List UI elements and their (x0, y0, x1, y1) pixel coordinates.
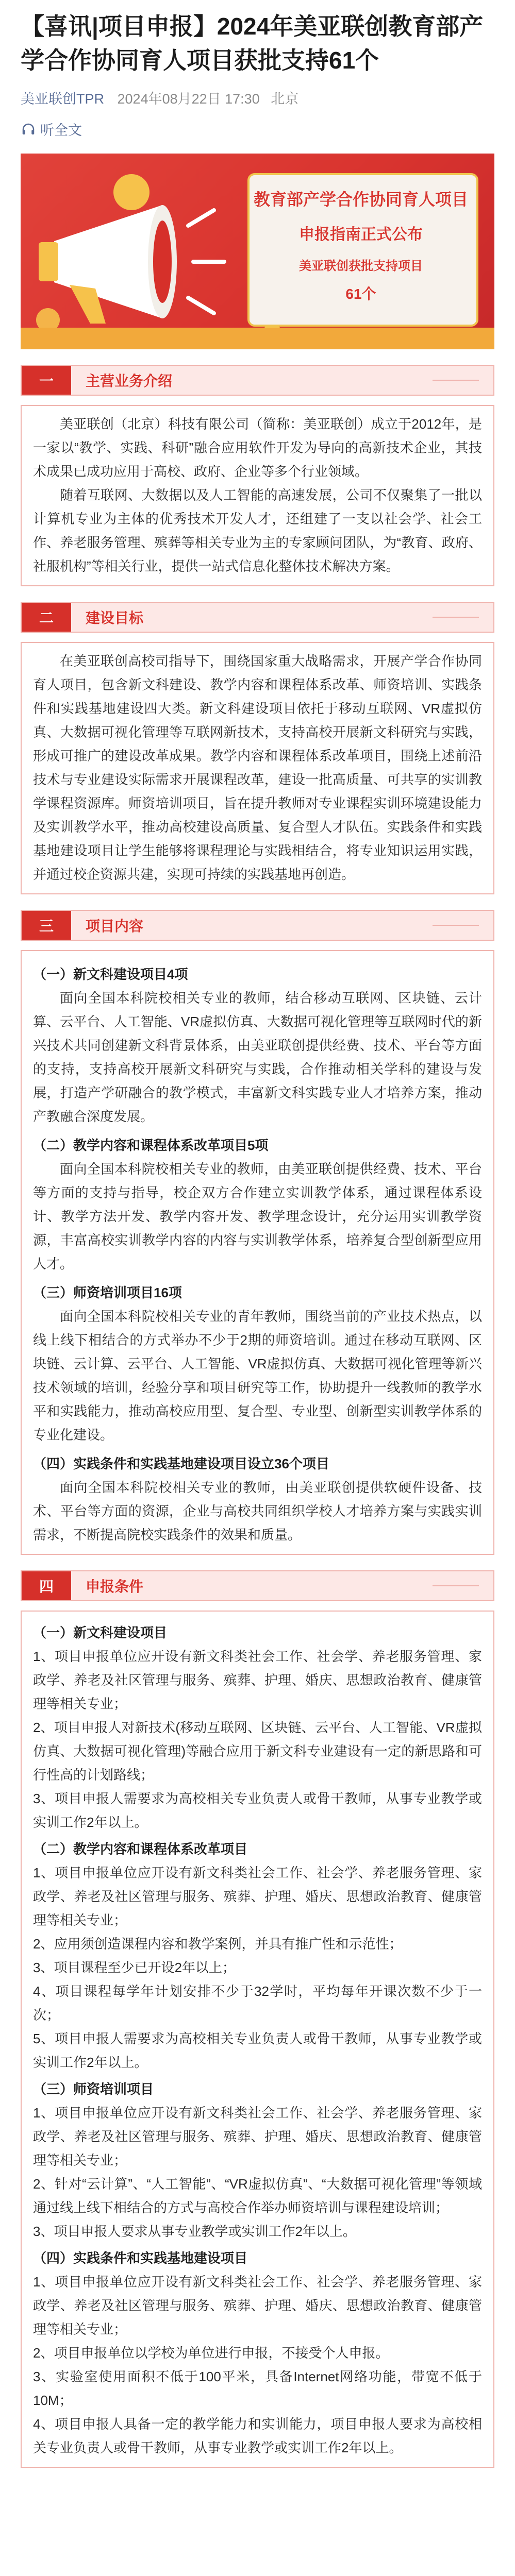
subheading: （二）教学内容和课程体系改革项目5项 (33, 1138, 269, 1153)
list-item: 2、项目申报单位以学校为单位进行申报，不接受个人申报。 (33, 2345, 389, 2361)
section-header (21, 602, 494, 633)
section-body (21, 950, 494, 1555)
subheading: （四）实践条件和实践基地建设项目 (33, 2250, 248, 2266)
section-header (21, 910, 494, 941)
section-title: 主营业务介绍 (86, 373, 173, 389)
section-title: 项目内容 (86, 918, 144, 934)
section-body (21, 1611, 494, 2468)
list-item: 1、项目申报单位应开设有新文科类社会工作、社会学、养老服务管理、家政学、养老及社区管理与服务、殡葬、护理、婚庆、思想政治教育、健康管理等相关专业； (33, 2274, 482, 2337)
banner-image (21, 154, 494, 349)
listen-button[interactable] (0, 108, 515, 139)
list-item: 3、项目申报人需要求为高校相关专业负责人或骨干教师，从事专业教学或实训工作2年以上。 (33, 1791, 482, 1830)
banner-line: 美亚联创获批支持项目 (299, 259, 423, 273)
section-body (21, 642, 494, 894)
paragraph: 随着互联网、大数据以及人工智能的高速发展，公司不仅聚集了一批以计算机专业为主体的优秀技术开发人才，还组建了一支以社会学、社会工作、养老服务管理、殡葬等相关专业为主的专家顾问团队，为“教育、政府、社服机构”等相关行业，提供一站式信息化整体技术解决方案。 (33, 487, 482, 574)
subheading: （三）师资培训项目 (33, 2081, 154, 2097)
section-header (21, 365, 494, 396)
section-header (21, 1570, 494, 1601)
divider (433, 1585, 479, 1586)
list-item: 3、项目课程至少已开设2年以上； (33, 1960, 236, 1975)
subheading: （二）教学内容和课程体系改革项目 (33, 1841, 248, 1857)
section-body (21, 405, 494, 586)
paragraph: 面向全国本科院校相关专业的教师，由美亚联创提供软硬件设备、技术、平台等方面的资源，企业与高校共同组织学校人才培养方案与实践实训需求，不断提高院校实践条件的效果和质量。 (33, 1480, 482, 1543)
paragraph: 面向全国本科院校相关专业的教师，结合移动互联网、区块链、云计算、云平台、人工智能、VR虚拟仿真、大数据可视化管理等互联网时代的新兴技术共同创建新文科背景体系，由美亚联创提供经费、技术、平台等方面的支持，支持高校开展新文科研究与实践，合作推动相关学科的建设与发展，打造产学研融合的教学模式，丰富新文科实践专业人才培养方案，推动产教融合深度发展。 (33, 990, 482, 1124)
banner-texts (247, 173, 474, 303)
subheading: （三）师资培训项目16项 (33, 1285, 182, 1300)
list-item: 3、项目申报人要求从事专业教学或实训工作2年以上。 (33, 2224, 356, 2239)
section-title: 建设目标 (86, 610, 144, 626)
section-number: 四 (22, 1571, 71, 1600)
section-number: 三 (22, 911, 71, 940)
banner-band (21, 328, 494, 349)
paragraph: 面向全国本科院校相关专业的青年教师，围绕当前的产业技术热点，以线上线下相结合的方式举办不少于2期的师资培训。通过在移动互联网、区块链、云计算、云平台、人工智能、VR虚拟仿真、大数据可视化管理等新兴技术领域的培训，经验分享和项目研究等工作，协助提升一线教师的教学水平和实践能力，推动高校应用型、复合型、专业型、创新型实训教学体系的专业化建设。 (33, 1309, 482, 1443)
list-item: 4、项目课程每学年计划安排不少于32学时，平均每年开课次数不少于一次； (33, 1984, 482, 2023)
publish-location: 北京 (271, 91, 299, 107)
list-item: 3、实验室使用面积不低于100平米，具备Internet网络功能，带宽不低于10M； (33, 2369, 482, 2408)
section-number: 二 (22, 603, 71, 632)
list-item: 4、项目申报人具备一定的教学能力和实训能力，项目申报人要求为高校相关专业负责人或骨干教师，从事专业教学或实训工作2年以上。 (33, 2416, 482, 2455)
section-title: 申报条件 (86, 1579, 144, 1595)
list-item: 5、项目申报人需要求为高校相关专业负责人或骨干教师，从事专业教学或实训工作2年以上。 (33, 2031, 482, 2070)
list-item: 2、针对“云计算”、“人工智能”、“VR虚拟仿真”、“大数据可视化管理”等领域通过线上线下相结合的方式与高校合作举办师资培训与课程建设培训； (33, 2176, 482, 2215)
list-item: 1、项目申报单位应开设有新文科类社会工作、社会学、养老服务管理、家政学、养老及社区管理与服务、殡葬、护理、婚庆、思想政治教育、健康管理等相关专业； (33, 2105, 482, 2168)
megaphone-icon (34, 195, 229, 329)
subheading: （一）新文科建设项目 (33, 1625, 168, 1640)
banner-line: 教育部产学合作协同育人项目 (253, 190, 468, 209)
paragraph: 面向全国本科院校相关专业的教师，由美亚联创提供经费、技术、平台等方面的支持与指导，校企双方合作建立实训教学体系，通过课程体系设计、教学方法开发、教学内容开发、教学理念设计，充分运用实训教学资源，丰富高校实训教学内容的内容与实训教学体系，培养复合型创新型应用人才。 (33, 1161, 482, 1272)
paragraph: 在美亚联创高校司指导下，围绕国家重大战略需求，开展产学合作协同育人项目，包含新文科建设、教学内容和课程体系改革、师资培训、实践条件和实践基地建设四大类。新文科建设项目依托于移动互联网、VR虚拟仿真、大数据可视化管理等互联网新技术，支持高校开展新文科研究与实践，形成可推广的建设改革成果。教学内容和课程体系改革项目，围绕上述前沿技术与专业建设实际需求开展课程改革，建设一批高质量、可共享的实训教学课程资源库。师资培训项目，旨在提升教师对专业课程实训环境建设能力及实训教学水平，推动高校建设高质量、复合型人才队伍。实践条件和实践基地建设项目让学生能够将课程理论与实践相结合，将专业知识运用实践，并通过校企资源共建，实现可持续的实践基地再创造。 (33, 653, 482, 882)
subheading: （四）实践条件和实践基地建设项目设立36个项目 (33, 1456, 329, 1471)
author-link[interactable]: 美亚联创TPR (21, 91, 104, 107)
banner-line: 申报指南正式公布 (299, 226, 423, 243)
divider (433, 617, 479, 618)
list-item: 1、项目申报单位应开设有新文科类社会工作、社会学、养老服务管理、家政学、养老及社区管理与服务、殡葬、护理、婚庆、思想政治教育、健康管理等相关专业； (33, 1649, 482, 1711)
subheading: （一）新文科建设项目4项 (33, 967, 188, 982)
paragraph: 美亚联创（北京）科技有限公司（简称：美亚联创）成立于2012年，是一家以“教学、实践、科研”融合应用软件开发为导向的高新技术企业，其技术成果已成功应用于高校、政府、企业等多个行业领域。 (33, 416, 482, 479)
article-title: 【喜讯|项目申报】2024年美亚联创教育部产学合作协同育人项目获批支持61个 (21, 13, 484, 74)
list-item: 2、项目申报人对新技术(移动互联网、区块链、云平台、人工智能、VR虚拟仿真、大数据可视化管理)等融合应用于新文科专业建设有一定的新思路和可行性高的计划路线； (33, 1720, 482, 1783)
article-meta (0, 77, 515, 108)
listen-label: 听全文 (40, 123, 82, 138)
list-item: 2、应用须创造课程内容和教学案例，并具有推广性和示范性； (33, 1936, 403, 1952)
headphones-icon (21, 122, 36, 137)
section-number: 一 (22, 366, 71, 395)
divider (433, 380, 479, 381)
banner-line: 61个 (345, 286, 376, 302)
divider (433, 925, 479, 926)
publish-date: 2024年08月22日 17:30 (117, 91, 260, 107)
list-item: 1、项目申报单位应开设有新文科类社会工作、社会学、养老服务管理、家政学、养老及社区管理与服务、殡葬、护理、婚庆、思想政治教育、健康管理等相关专业； (33, 1865, 482, 1928)
